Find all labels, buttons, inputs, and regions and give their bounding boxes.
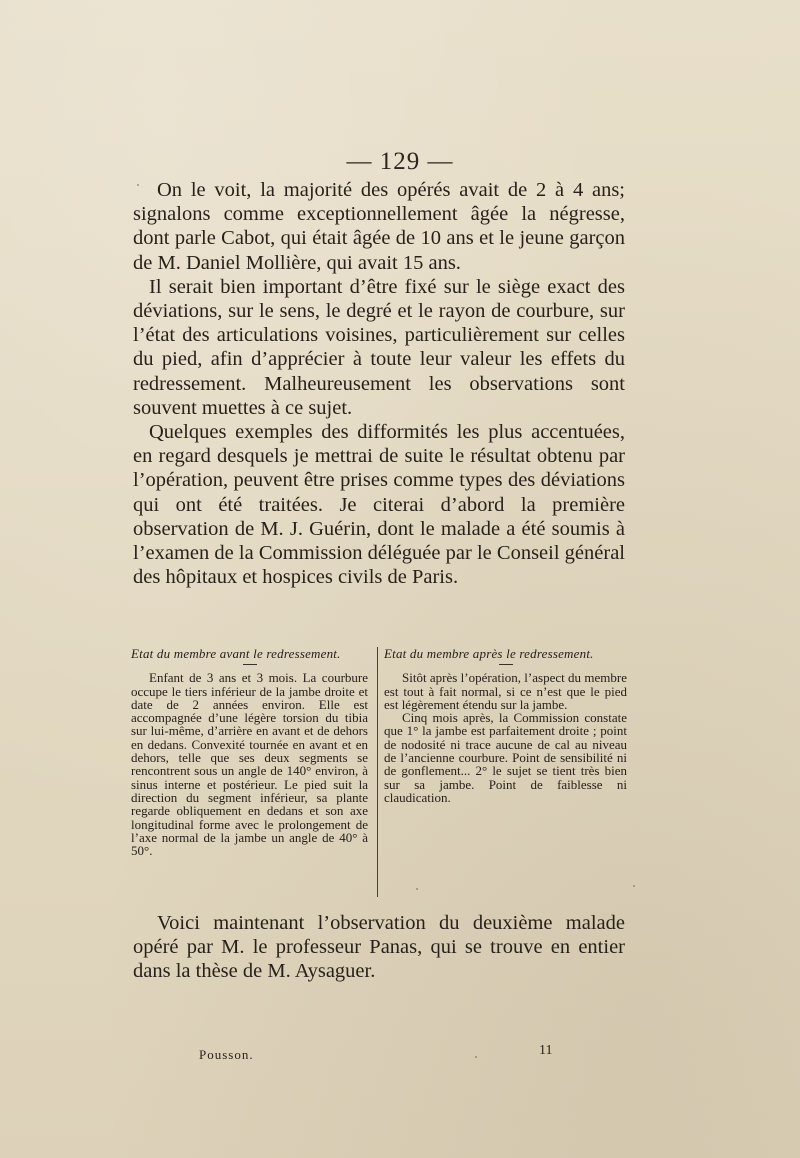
- after-paragraph-2: Cinq mois après, la Commission constate que 1° la jambe est parfaitement droite ; point de nodosité ni trace aucune de cal au niveau de l’ancienne courbure. Point de sensibilité ni de gonflement... 2° le sujet se tient très bien sur sa jambe. Point de faiblesse ni claudication.: [384, 710, 627, 805]
- after-column-heading: Etat du membre après le redressement.: [384, 646, 594, 661]
- heading-rule: [499, 664, 513, 665]
- paragraph-1: On le voit, la majorité des opérés avait de 2 à 4 ans; signalons comme exceptionnellement âgée la négresse, dont parle Cabot, qui était âgée de 10 ans et le jeune garçon de M. Daniel Mollière, qui avait 15 ans.: [133, 179, 625, 274]
- heading-rule: [243, 664, 257, 665]
- closing-paragraph: Voici maintenant l’observation du deuxième malade opéré par M. le professeur Panas, qui se trouve en entier dans la thèse de M. Aysaguer.: [133, 912, 625, 983]
- bottom-text-block: [133, 911, 625, 984]
- signature-mark: Pousson.: [199, 1047, 254, 1062]
- paper-speck: [137, 184, 139, 186]
- paragraph-3: Quelques exemples des difformités les plus accentuées, en regard desquels je mettrai de suite le résultat obtenu par l’opération, peuvent être prises comme types des déviations qui ont été traitées. Je citerai d’abord la première observation de M. J. Guérin, dont le malade a été soumis à l’examen de la Commission déléguée par le Conseil général des hôpitaux et hospices civils de Paris.: [133, 421, 625, 589]
- paper-speck: [633, 885, 635, 887]
- paper-speck: [416, 888, 418, 890]
- before-column: [131, 647, 368, 857]
- column-divider: [377, 647, 378, 897]
- comparison-table: [131, 647, 627, 897]
- main-text-block: [133, 178, 625, 589]
- after-paragraph-1: Sitôt après l’opération, l’aspect du membre est tout à fait normal, si ce n’est que le pied est légèrement étendu sur la jambe.: [384, 670, 627, 712]
- page-number: — 129 —: [346, 148, 454, 175]
- paragraph-2: Il serait bien important d’être fixé sur le siège exact des déviations, sur le sens, le degré et le rayon de courbure, sur l’état des articulations voisines, particulièrement sur celles du pied, afin d’apprécier à toute leur valeur les effets du redressement. Malheureusement les observations sont souvent muettes à ce sujet.: [133, 275, 625, 419]
- paper-speck: [475, 1056, 477, 1058]
- before-paragraph: Enfant de 3 ans et 3 mois. La courbure occupe le tiers inférieur de la jambe droite et date de 2 années environ. Elle est accompagnée d’une légère torsion du tibia sur lui-même, d’arrière en avant et de dehors en dedans. Convexité tournée en avant et en dehors, telle que ses deux segments se rencontrent sous un angle de 140° environ, à sinus interne et postérieur. Le pied suit la direction du segment inférieur, sa plante regarde obliquement en dedans et son axe longitudinal forme avec le prolongement de l’axe normal de la jambe un angle de 40° à 50°.: [131, 670, 368, 859]
- sheet-number: 11: [539, 1043, 553, 1058]
- after-column: [384, 647, 627, 804]
- before-column-heading: Etat du membre avant le redressement.: [131, 646, 341, 661]
